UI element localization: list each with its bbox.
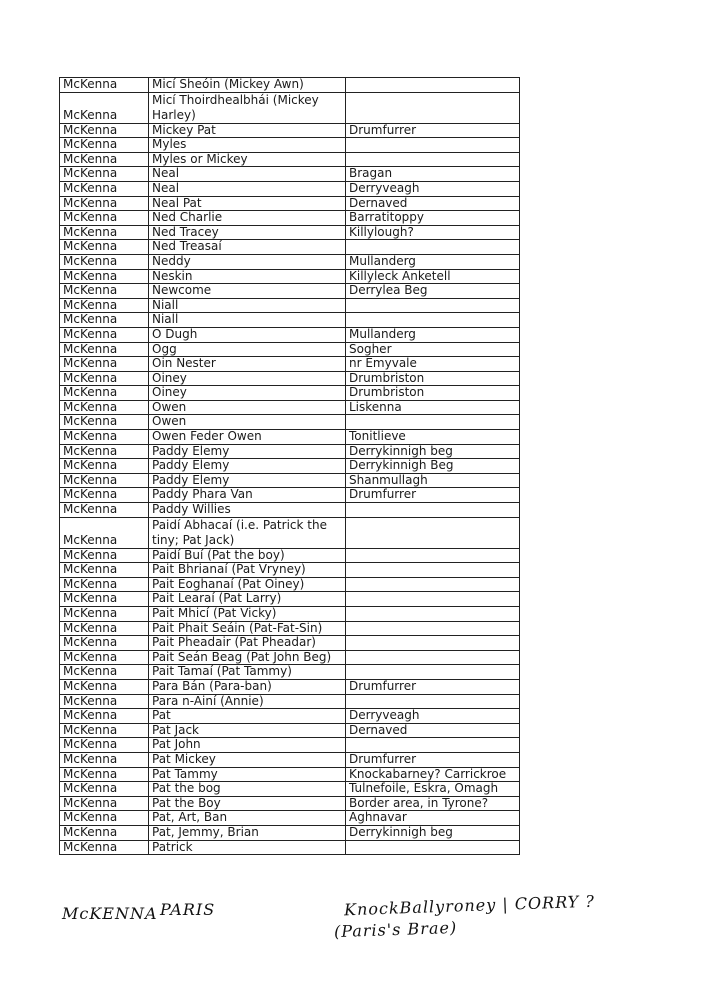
forename-cell: Pait Seán Beag (Pat John Beg) bbox=[149, 650, 346, 665]
forename-cell: Patrick bbox=[149, 840, 346, 855]
forename-cell: Pat John bbox=[149, 738, 346, 753]
table-row bbox=[60, 459, 520, 474]
forename-cell: O Dugh bbox=[149, 327, 346, 342]
table-row bbox=[60, 679, 520, 694]
surname-cell: McKenna bbox=[60, 577, 149, 592]
table-row bbox=[60, 825, 520, 840]
place-cell bbox=[346, 694, 520, 709]
place-cell bbox=[346, 503, 520, 518]
place-cell bbox=[346, 298, 520, 313]
place-cell: Killylough? bbox=[346, 225, 520, 240]
forename-cell: Ogg bbox=[149, 342, 346, 357]
place-cell bbox=[346, 665, 520, 680]
surname-cell: McKenna bbox=[60, 650, 149, 665]
forename-cell: Pat Tammy bbox=[149, 767, 346, 782]
forename-cell: Pait Bhrianaí (Pat Vryney) bbox=[149, 563, 346, 578]
surname-cell: McKenna bbox=[60, 298, 149, 313]
place-cell: Derryveagh bbox=[346, 709, 520, 724]
surname-cell: McKenna bbox=[60, 796, 149, 811]
surname-cell: McKenna bbox=[60, 357, 149, 372]
place-cell: Shanmullagh bbox=[346, 473, 520, 488]
table-row bbox=[60, 563, 520, 578]
handwritten-forename: PARIS bbox=[160, 900, 216, 919]
place-cell: Drumfurrer bbox=[346, 752, 520, 767]
forename-cell: Owen bbox=[149, 415, 346, 430]
forename-cell: Micí Thoirdhealbhái (Mickey Harley) bbox=[149, 92, 346, 123]
table-row bbox=[60, 400, 520, 415]
surname-cell: McKenna bbox=[60, 138, 149, 153]
table-row bbox=[60, 473, 520, 488]
forename-cell: Pait Pheadair (Pat Pheadar) bbox=[149, 636, 346, 651]
forename-cell: Paidí Buí (Pat the boy) bbox=[149, 548, 346, 563]
surname-cell: McKenna bbox=[60, 342, 149, 357]
forename-cell: Newcome bbox=[149, 284, 346, 299]
surname-cell: McKenna bbox=[60, 767, 149, 782]
place-cell bbox=[346, 240, 520, 255]
surname-cell: McKenna bbox=[60, 269, 149, 284]
forename-cell: Paddy Elemy bbox=[149, 473, 346, 488]
table-row bbox=[60, 548, 520, 563]
forename-cell: Niall bbox=[149, 298, 346, 313]
place-cell bbox=[346, 592, 520, 607]
table-row bbox=[60, 313, 520, 328]
place-cell: Barratitoppy bbox=[346, 211, 520, 226]
forename-cell: Neal bbox=[149, 167, 346, 182]
place-cell bbox=[346, 621, 520, 636]
place-cell: nr Emyvale bbox=[346, 357, 520, 372]
table-row bbox=[60, 796, 520, 811]
table-row bbox=[60, 371, 520, 386]
surname-cell: McKenna bbox=[60, 709, 149, 724]
forename-cell: Paddy Elemy bbox=[149, 459, 346, 474]
surname-cell: McKenna bbox=[60, 517, 149, 548]
surname-cell: McKenna bbox=[60, 430, 149, 445]
forename-cell: Niall bbox=[149, 313, 346, 328]
forename-cell: Ned Treasaí bbox=[149, 240, 346, 255]
forename-cell: Oin Nester bbox=[149, 357, 346, 372]
table-row bbox=[60, 181, 520, 196]
surname-cell: McKenna bbox=[60, 738, 149, 753]
place-cell bbox=[346, 78, 520, 93]
table-row bbox=[60, 254, 520, 269]
handwritten-surname: McKENNA bbox=[62, 904, 158, 923]
forename-cell: Neal Pat bbox=[149, 196, 346, 211]
forename-cell: Pat the bog bbox=[149, 782, 346, 797]
forename-cell: Pait Learaí (Pat Larry) bbox=[149, 592, 346, 607]
table-row bbox=[60, 123, 520, 138]
forename-cell: Pat, Art, Ban bbox=[149, 811, 346, 826]
place-cell bbox=[346, 577, 520, 592]
forename-cell: Myles bbox=[149, 138, 346, 153]
table-row bbox=[60, 723, 520, 738]
place-cell bbox=[346, 313, 520, 328]
surname-cell: McKenna bbox=[60, 723, 149, 738]
place-cell: Derrylea Beg bbox=[346, 284, 520, 299]
table-row bbox=[60, 694, 520, 709]
table-row bbox=[60, 298, 520, 313]
place-cell: Bragan bbox=[346, 167, 520, 182]
table-row bbox=[60, 415, 520, 430]
place-cell: Liskenna bbox=[346, 400, 520, 415]
forename-cell: Para n-Ainí (Annie) bbox=[149, 694, 346, 709]
place-cell: Mullanderg bbox=[346, 327, 520, 342]
surname-cell: McKenna bbox=[60, 92, 149, 123]
forename-cell: Ned Tracey bbox=[149, 225, 346, 240]
table-row bbox=[60, 225, 520, 240]
surname-cell: McKenna bbox=[60, 811, 149, 826]
surname-cell: McKenna bbox=[60, 327, 149, 342]
surname-cell: McKenna bbox=[60, 181, 149, 196]
table-row bbox=[60, 138, 520, 153]
table-row bbox=[60, 621, 520, 636]
place-cell: Killyleck Anketell bbox=[346, 269, 520, 284]
table-row bbox=[60, 357, 520, 372]
place-cell: Tulnefoile, Eskra, Omagh bbox=[346, 782, 520, 797]
records-table bbox=[59, 77, 520, 855]
forename-cell: Myles or Mickey bbox=[149, 152, 346, 167]
surname-cell: McKenna bbox=[60, 196, 149, 211]
forename-cell: Mickey Pat bbox=[149, 123, 346, 138]
table-row bbox=[60, 284, 520, 299]
surname-cell: McKenna bbox=[60, 78, 149, 93]
place-cell bbox=[346, 138, 520, 153]
table-row bbox=[60, 767, 520, 782]
forename-cell: Paidí Abhacaí (i.e. Patrick the tiny; Pat Jack) bbox=[149, 517, 346, 548]
surname-cell: McKenna bbox=[60, 459, 149, 474]
place-cell bbox=[346, 607, 520, 622]
surname-cell: McKenna bbox=[60, 211, 149, 226]
surname-cell: McKenna bbox=[60, 665, 149, 680]
surname-cell: McKenna bbox=[60, 371, 149, 386]
forename-cell: Neddy bbox=[149, 254, 346, 269]
forename-cell: Paddy Phara Van bbox=[149, 488, 346, 503]
surname-cell: McKenna bbox=[60, 607, 149, 622]
forename-cell: Neal bbox=[149, 181, 346, 196]
surname-cell: McKenna bbox=[60, 503, 149, 518]
surname-cell: McKenna bbox=[60, 254, 149, 269]
forename-cell: Ned Charlie bbox=[149, 211, 346, 226]
table-row bbox=[60, 327, 520, 342]
surname-cell: McKenna bbox=[60, 825, 149, 840]
place-cell: Derrykinnigh beg bbox=[346, 825, 520, 840]
forename-cell: Pait Mhicí (Pat Vicky) bbox=[149, 607, 346, 622]
table-row bbox=[60, 840, 520, 855]
forename-cell: Paddy Elemy bbox=[149, 444, 346, 459]
place-cell bbox=[346, 840, 520, 855]
table-row bbox=[60, 92, 520, 123]
surname-cell: McKenna bbox=[60, 621, 149, 636]
place-cell: Dernaved bbox=[346, 723, 520, 738]
place-cell bbox=[346, 517, 520, 548]
place-cell: Drumbriston bbox=[346, 386, 520, 401]
table-row bbox=[60, 738, 520, 753]
surname-cell: McKenna bbox=[60, 679, 149, 694]
table-row bbox=[60, 269, 520, 284]
surname-cell: McKenna bbox=[60, 415, 149, 430]
surname-cell: McKenna bbox=[60, 752, 149, 767]
place-cell: Drumbriston bbox=[346, 371, 520, 386]
forename-cell: Pait Phait Seáin (Pat-Fat-Sin) bbox=[149, 621, 346, 636]
records-table-body bbox=[60, 78, 520, 855]
surname-cell: McKenna bbox=[60, 225, 149, 240]
table-row bbox=[60, 752, 520, 767]
place-cell bbox=[346, 563, 520, 578]
place-cell: Drumfurrer bbox=[346, 123, 520, 138]
forename-cell: Neskin bbox=[149, 269, 346, 284]
place-cell: Tonitlieve bbox=[346, 430, 520, 445]
forename-cell: Pait Eoghanaí (Pat Oiney) bbox=[149, 577, 346, 592]
surname-cell: McKenna bbox=[60, 240, 149, 255]
forename-cell: Oiney bbox=[149, 386, 346, 401]
table-row bbox=[60, 665, 520, 680]
table-row bbox=[60, 488, 520, 503]
place-cell: Derryveagh bbox=[346, 181, 520, 196]
table-row bbox=[60, 577, 520, 592]
place-cell: Drumfurrer bbox=[346, 679, 520, 694]
surname-cell: McKenna bbox=[60, 548, 149, 563]
surname-cell: McKenna bbox=[60, 444, 149, 459]
place-cell: Drumfurrer bbox=[346, 488, 520, 503]
place-cell bbox=[346, 738, 520, 753]
place-cell: Derrykinnigh Beg bbox=[346, 459, 520, 474]
surname-cell: McKenna bbox=[60, 636, 149, 651]
table-row bbox=[60, 517, 520, 548]
table-row bbox=[60, 78, 520, 93]
surname-cell: McKenna bbox=[60, 313, 149, 328]
table-row bbox=[60, 607, 520, 622]
table-row bbox=[60, 196, 520, 211]
place-cell bbox=[346, 415, 520, 430]
place-cell: Knockabarney? Carrickroe bbox=[346, 767, 520, 782]
surname-cell: McKenna bbox=[60, 563, 149, 578]
forename-cell: Para Bán (Para-ban) bbox=[149, 679, 346, 694]
surname-cell: McKenna bbox=[60, 473, 149, 488]
forename-cell: Pat Mickey bbox=[149, 752, 346, 767]
forename-cell: Owen bbox=[149, 400, 346, 415]
forename-cell: Pat the Boy bbox=[149, 796, 346, 811]
surname-cell: McKenna bbox=[60, 152, 149, 167]
forename-cell: Owen Feder Owen bbox=[149, 430, 346, 445]
place-cell: Aghnavar bbox=[346, 811, 520, 826]
place-cell bbox=[346, 152, 520, 167]
surname-cell: McKenna bbox=[60, 694, 149, 709]
surname-cell: McKenna bbox=[60, 400, 149, 415]
surname-cell: McKenna bbox=[60, 782, 149, 797]
surname-cell: McKenna bbox=[60, 123, 149, 138]
forename-cell: Micí Sheóin (Mickey Awn) bbox=[149, 78, 346, 93]
place-cell bbox=[346, 92, 520, 123]
place-cell: Border area, in Tyrone? bbox=[346, 796, 520, 811]
place-cell: Dernaved bbox=[346, 196, 520, 211]
place-cell: Sogher bbox=[346, 342, 520, 357]
table-row bbox=[60, 211, 520, 226]
forename-cell: Paddy Willies bbox=[149, 503, 346, 518]
handwritten-note: (Paris's Brae) bbox=[333, 917, 458, 942]
table-row bbox=[60, 152, 520, 167]
table-row bbox=[60, 709, 520, 724]
surname-cell: McKenna bbox=[60, 167, 149, 182]
surname-cell: McKenna bbox=[60, 592, 149, 607]
forename-cell: Oiney bbox=[149, 371, 346, 386]
forename-cell: Pat bbox=[149, 709, 346, 724]
place-cell: Mullanderg bbox=[346, 254, 520, 269]
handwritten-place: KnockBallyroney | CORRY ? bbox=[343, 891, 596, 920]
surname-cell: McKenna bbox=[60, 840, 149, 855]
table-row bbox=[60, 444, 520, 459]
table-row bbox=[60, 782, 520, 797]
table-row bbox=[60, 592, 520, 607]
forename-cell: Pait Tamaí (Pat Tammy) bbox=[149, 665, 346, 680]
table-row bbox=[60, 167, 520, 182]
table-row bbox=[60, 240, 520, 255]
surname-cell: McKenna bbox=[60, 488, 149, 503]
forename-cell: Pat, Jemmy, Brian bbox=[149, 825, 346, 840]
table-row bbox=[60, 811, 520, 826]
place-cell: Derrykinnigh beg bbox=[346, 444, 520, 459]
forename-cell: Pat Jack bbox=[149, 723, 346, 738]
place-cell bbox=[346, 650, 520, 665]
place-cell bbox=[346, 548, 520, 563]
table-row bbox=[60, 503, 520, 518]
table-row bbox=[60, 636, 520, 651]
table-row bbox=[60, 386, 520, 401]
table-row bbox=[60, 342, 520, 357]
surname-cell: McKenna bbox=[60, 284, 149, 299]
place-cell bbox=[346, 636, 520, 651]
surname-cell: McKenna bbox=[60, 386, 149, 401]
table-row bbox=[60, 650, 520, 665]
table-row bbox=[60, 430, 520, 445]
